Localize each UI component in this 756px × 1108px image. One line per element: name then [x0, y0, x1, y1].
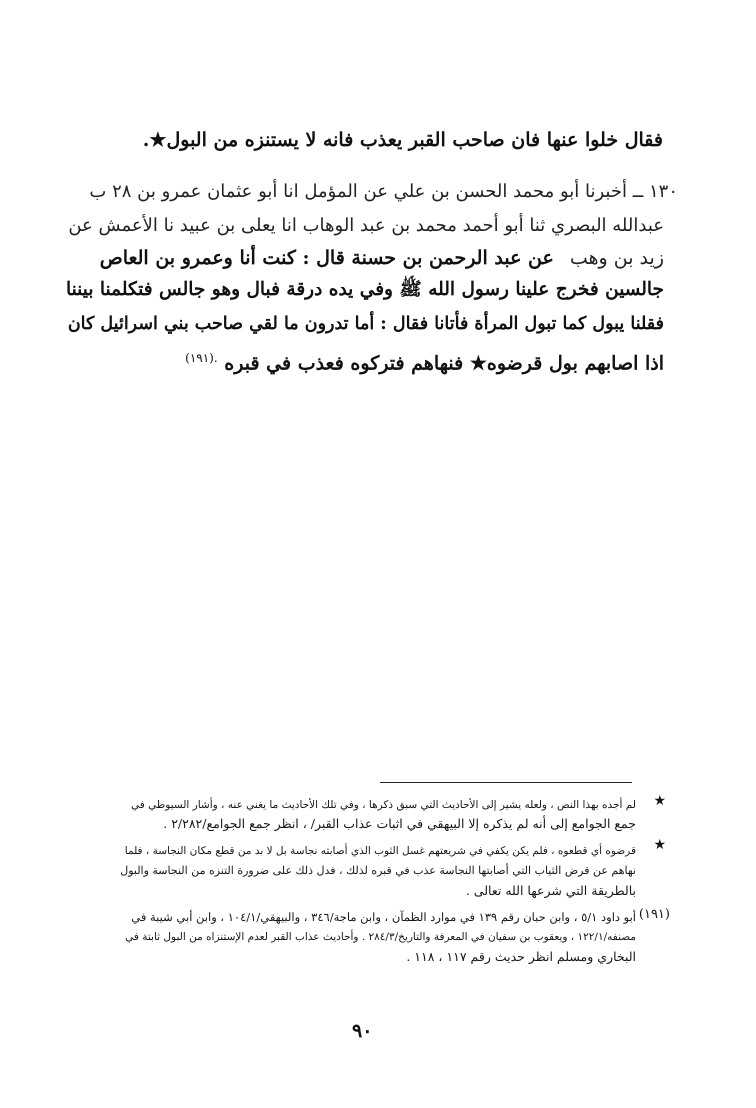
- body-line-1-text: فقال خلوا عنها فان صاحب القبر يعذب فانه لا يستنزه من البول: [166, 129, 663, 151]
- matn-line-4a: اذا اصابهم بول قرضوه: [486, 352, 664, 375]
- footnote-1-line-2: جمع الجوامع إلى أنه لم يذكره إلا البيهقي في اثبات عذاب القبر/ ، انظر جمع الجوامع/٢/٢٨٢ .: [163, 816, 636, 831]
- footnote-reference-191: .(١٩١): [185, 351, 218, 365]
- footnote-191-line-1: أبو داود ٥/١ ، وابن حبان رقم ١٣٩ في موارد الظمآن ، وابن ماجة/٣٤٦ ، والبيهقي/١٠٤/١ ، وابن أبي شيبة في: [131, 910, 636, 924]
- footnote-star-1: ★: [149, 129, 167, 151]
- footnote-191-line-3: البخاري ومسلم انظر حديث رقم ١١٧ ، ١١٨ .: [406, 949, 636, 964]
- narrator-name: زيد بن وهب: [569, 247, 664, 269]
- matn-line-4b: فنهاهم فتركوه فعذب في قبره: [224, 352, 464, 375]
- isnad-line: عبدالله البصري ثنا أبو أحمد محمد بن عبد الوهاب انا يعلى بن عبيد نا الأعمش عن: [68, 215, 664, 236]
- body-line-1: [143, 126, 663, 154]
- matn-line-3: فقلنا يبول كما تبول المرأة فأتانا فقال : أما تدرون ما لقي صاحب بني اسرائيل كان: [67, 314, 664, 334]
- body-line-1-end: .: [142, 129, 150, 151]
- matn-line-2: جالسين فخرج علينا رسول الله ﷺ وفي يده درقة فبال وهو جالس فتكلمنا بيننا: [65, 279, 664, 300]
- matn-start: عن عبد الرحمن بن حسنة قال : كنت أنا وعمرو بن العاص: [99, 247, 554, 269]
- body-line-5: [66, 276, 664, 304]
- footnote-separator: [380, 782, 632, 783]
- footnote-star-2: ★: [469, 352, 487, 375]
- footnote-2-marker: ★: [653, 837, 666, 853]
- page-number: ٩٠: [352, 1020, 373, 1042]
- footnote-2-line-1: قرضوه أي قطعوه ، فلم يكن يكفي في شريعتهم غسل الثوب الذي أصابته نجاسة بل لا بد من قطع مكان النجاسة ، فلما: [124, 845, 636, 857]
- body-line-3: [68, 212, 664, 240]
- footnote-191-marker: (١٩١): [638, 907, 670, 922]
- hadith-number-line: ١٣٠ ــ أخبرنا أبو محمد الحسن بن علي عن المؤمل انا أبو عثمان عمرو بن ٢٨ ب: [89, 181, 678, 202]
- footnote-191-line-2: مصنفه/١٢٢/١ ، ويعقوب بن سفيان في المعرفة والتاريخ/٢٨٤/٣ . وأحاديث عذاب القبر لعدم الإستنزاه من البول ثابتة في: [125, 931, 636, 943]
- footnote-1-line-1: لم أجده بهذا النص ، ولعله يشير إلى الأحاديث التي سبق ذكرها ، وفي تلك الأحاديث ما يغني عنه ، وأشار السيوطي في: [131, 799, 636, 811]
- body-line-7: [185, 344, 664, 377]
- body-line-4: [100, 244, 664, 272]
- footnote-1-marker: ★: [653, 793, 666, 809]
- footnote-2-line-3: بالطريقة التي شرعها الله تعالى .: [465, 883, 636, 898]
- body-line-6: [68, 310, 664, 338]
- footnote-2-line-2: نهاهم عن قرض الثياب التي أصابتها النجاسة عذب في قبره لذلك ، فدل ذلك على ضرورة التنزه من النجاسة والبول: [120, 864, 636, 877]
- body-line-2: [89, 178, 678, 206]
